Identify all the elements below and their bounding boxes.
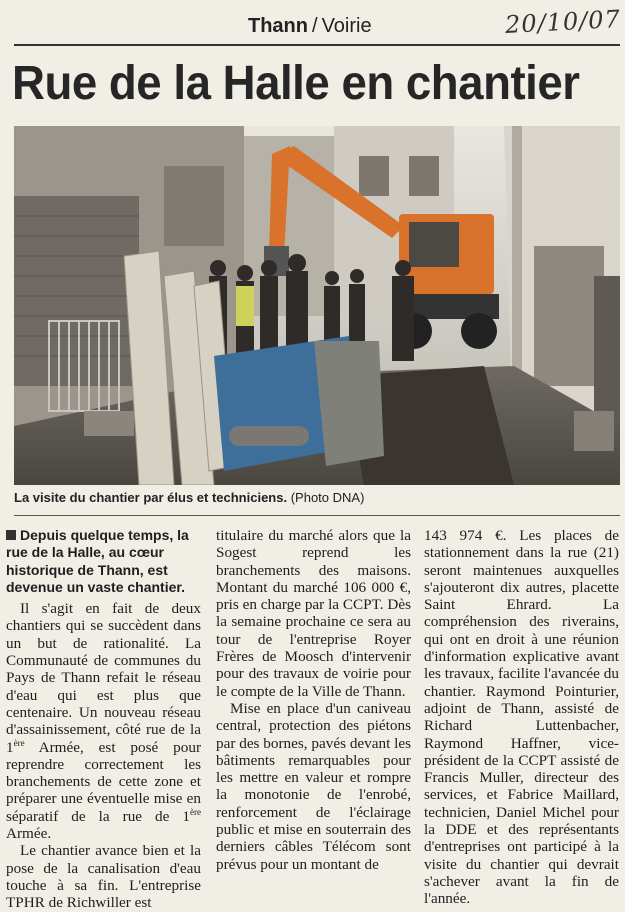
paragraph-2-continued: titulaire du marché alors que la Sogest reprend les branchements des maisons. Montant du marché 106 000 €, pris en charge par la CCPT. Dès la semaine prochaine ce sera au tour de l'entreprise Royer Frères de Moosch d'intervenir pour des travaux de voirie pour le compte de la Ville de Thann. xyxy=(216,527,411,700)
section-kicker xyxy=(248,14,372,38)
article-column-2 xyxy=(216,527,411,873)
caption-text: La visite du chantier par élus et techniciens. xyxy=(14,490,288,505)
paragraph-1-part-a: Il s'agit en fait de deux chantiers qui se succèdent dans un but de rationalité. La Communauté de communes du Pays de Thann refait le réseau d'eau qui est plus que centenaire. Un nouveau réseau d'assainissement, côté rue de la 1 xyxy=(6,600,201,756)
photo-caption xyxy=(14,490,620,506)
ordinal-suffix: ère xyxy=(190,806,201,817)
paragraph-3-continued: 143 974 €. Les places de stationnement dans la rue (21) seront maintenues auxquelles s'ajouteront dix autres, placette Saint Ehrard. La compréhension des riverains, qui ont en droit à une réunion d'information explicative avant les travaux, facilite l'avancée du chantier. Raymond Pointurier, adjoint de Thann, assisté de Richard Luttenbacher, Raymond Haffner, vice-président de la CCPT assisté de Francis Muller, directeur des services, et Fabrice Maillard, technicien, Daniel Michel pour la DDE et des représentants d'entreprises ont participé à la visite du chantier qui devrait s'achever avant la fin de l'année. xyxy=(424,527,619,908)
caption-rule xyxy=(14,515,620,516)
article-lead xyxy=(6,527,201,596)
paragraph-1-part-b: Armée, est posé pour reprendre correctement les branchements de cette zone et préparer une éventuelle mise en séparatif de la rue de 1 xyxy=(6,738,201,825)
paragraph-1 xyxy=(6,600,201,842)
caption-credit: (Photo DNA) xyxy=(290,490,365,505)
article-photo xyxy=(14,126,620,485)
square-bullet-icon xyxy=(6,530,16,540)
paragraph-2-start: Le chantier avance bien et la pose de la canalisation d'eau touche à sa fin. L'entreprise TPHR de Richwiller est xyxy=(6,842,201,912)
paragraph-1-part-c: Armée. xyxy=(6,825,52,843)
kicker-section: Voirie xyxy=(321,15,372,37)
handwritten-date: 20/10/07 xyxy=(504,4,622,40)
article-column-3 xyxy=(424,527,619,908)
lead-text: Depuis quelque temps, la rue de la Halle, au cœur historique de Thann, est devenue un vaste chantier. xyxy=(6,527,189,595)
paragraph-3-start: Mise en place d'un caniveau central, protection des piétons par des bornes, pavés devant les bâtiments remarquables pour les mettre en valeur et rompre la monotonie de l'enrobé, renforcement de l'éclairage public et mise en souterrain des derniers câbles Télécom sont prévus pour un montant de xyxy=(216,699,411,873)
header-rule xyxy=(14,44,620,46)
ordinal-suffix: ère xyxy=(13,737,25,748)
kicker-separator: / xyxy=(312,15,318,37)
headline: Rue de la Halle en chantier xyxy=(12,57,580,110)
construction-site-illustration xyxy=(14,126,620,485)
article-column-1 xyxy=(6,527,201,912)
kicker-town: Thann xyxy=(248,15,308,37)
